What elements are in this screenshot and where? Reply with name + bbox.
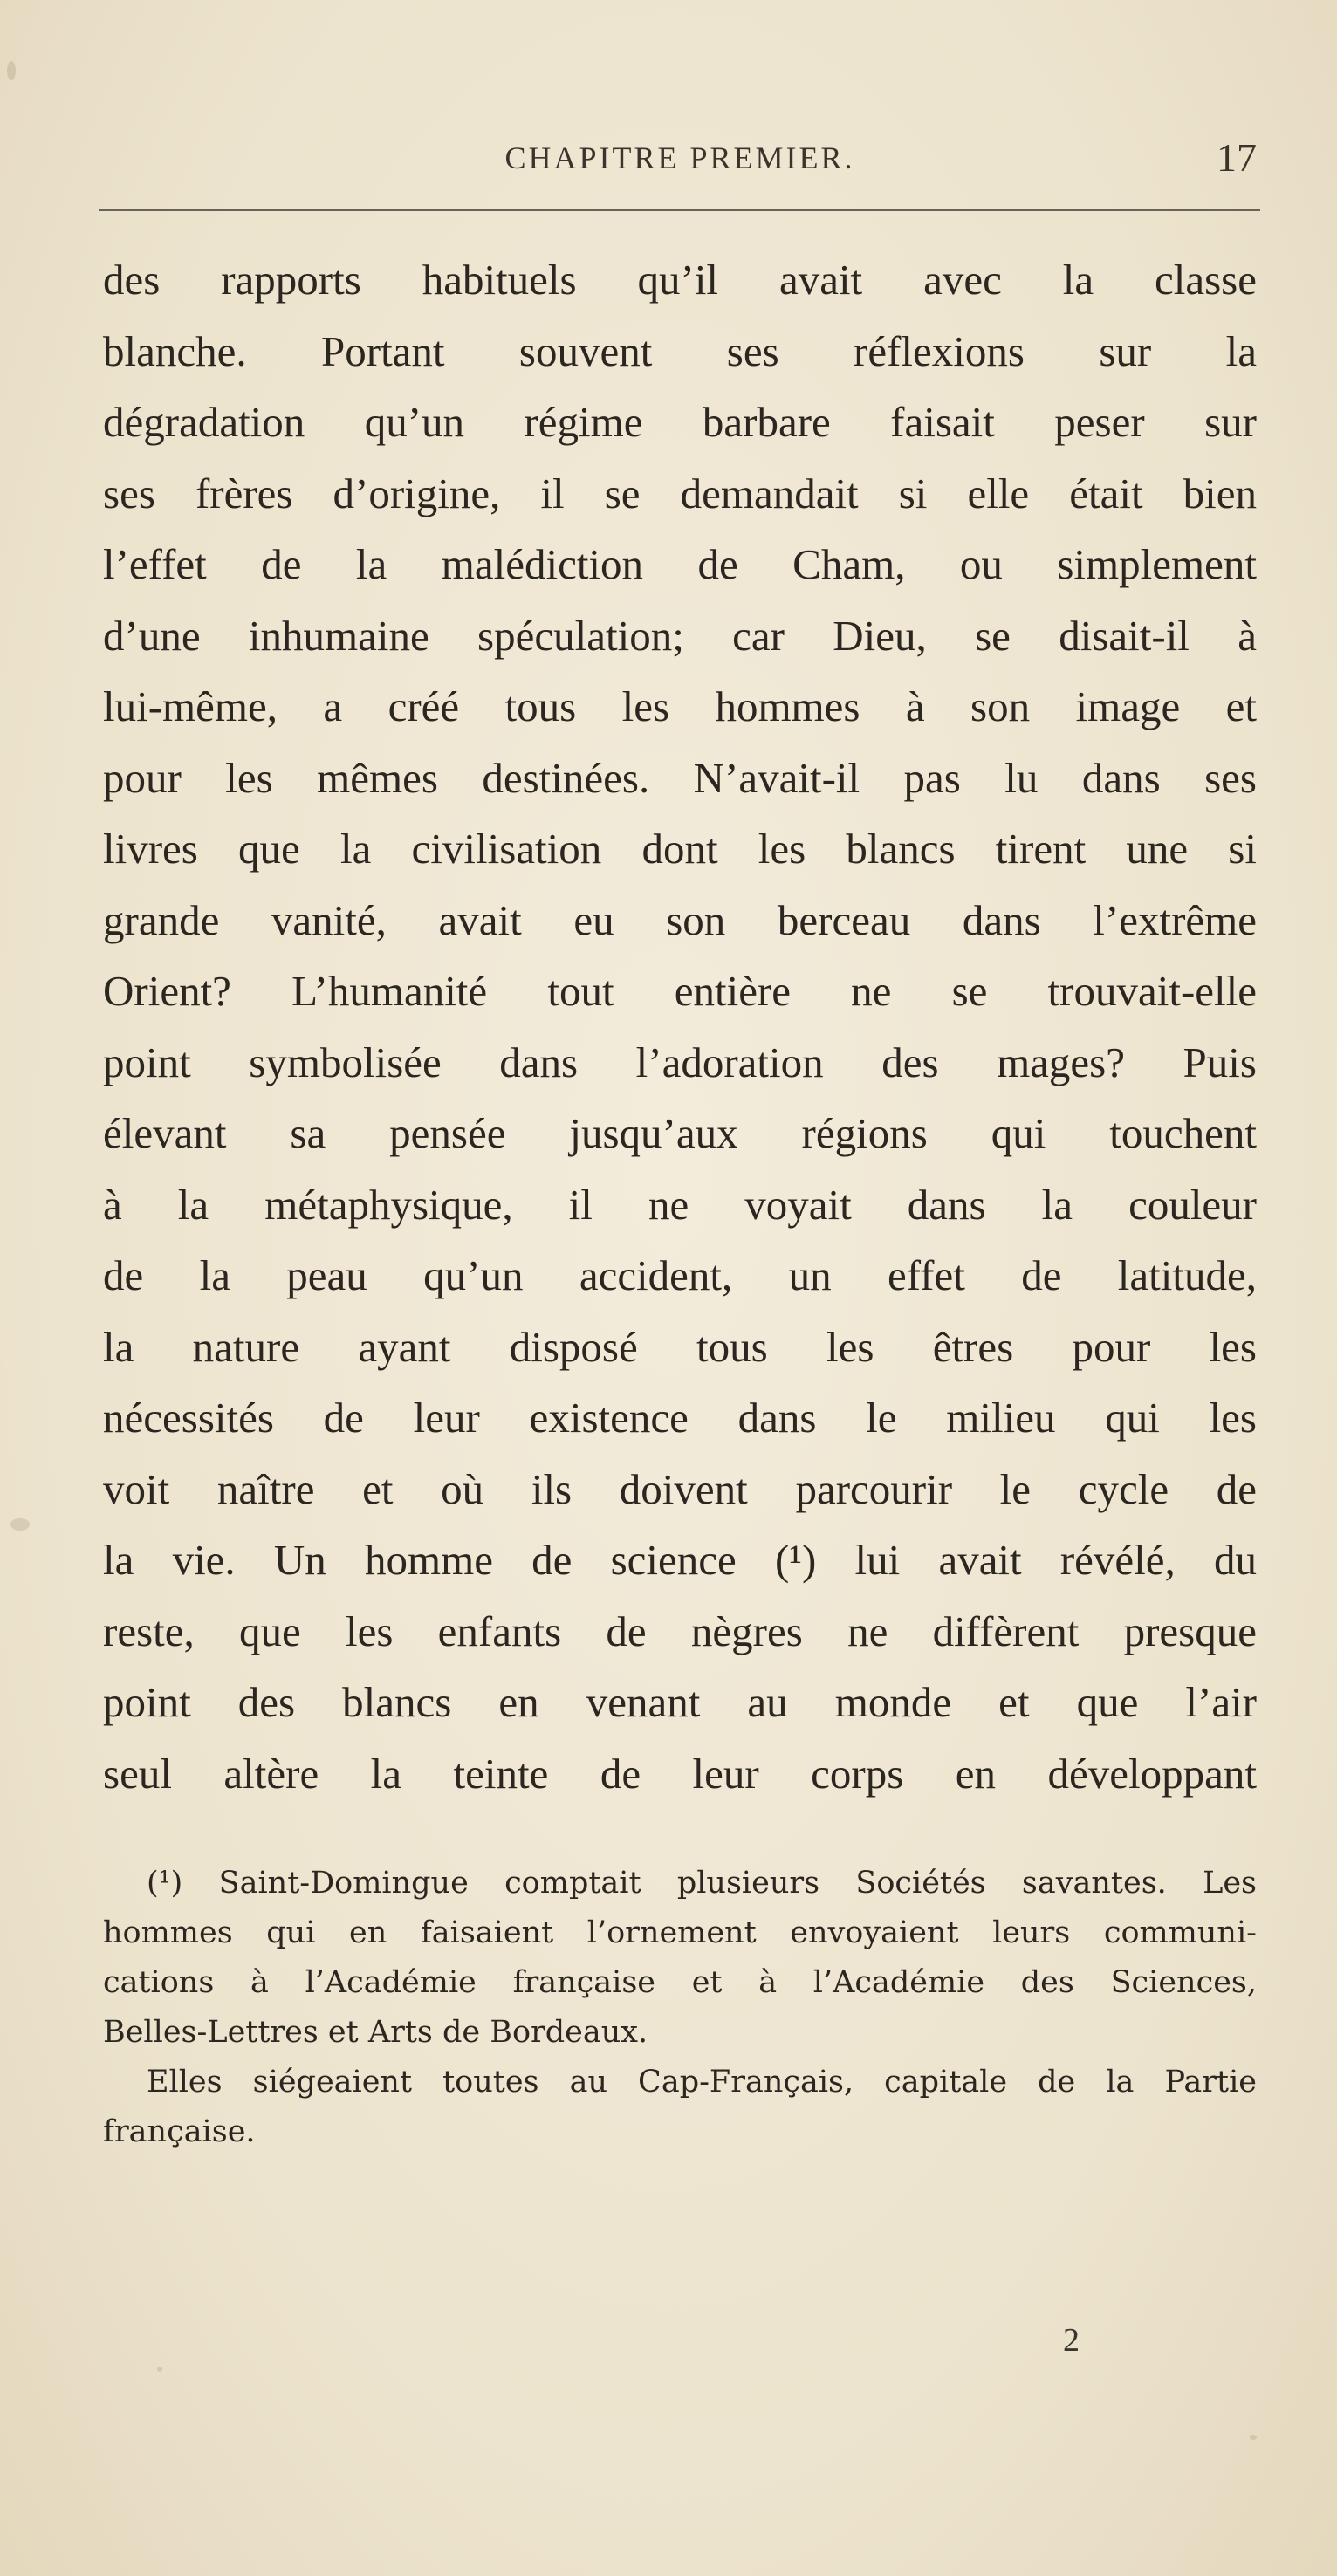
chapter-title: CHAPITRE PREMIER. — [504, 140, 855, 175]
body-line: voit naître et où ils doivent parcourir le cycle de — [103, 1464, 1257, 1513]
running-head — [103, 135, 1257, 192]
body-line: d’une inhumaine spéculation; car Dieu, se disait-il à — [103, 611, 1257, 660]
body-line: grande vanité, avait eu son berceau dans l’extrême — [103, 895, 1257, 944]
body-line: à la métaphysique, il ne voyait dans la couleur — [103, 1180, 1257, 1229]
body-line: dégradation qu’un régime barbare faisait peser sur — [103, 398, 1257, 446]
header-rule — [99, 209, 1260, 211]
body-line: livres que la civilisation dont les blancs tirent une si — [103, 825, 1257, 873]
body-line: pour les mêmes destinées. N’avait-il pas lu dans ses — [103, 753, 1257, 802]
body-line: Orient? L’humanité tout entière ne se trouvait-elle — [103, 967, 1257, 1015]
footnote-line: (¹) Saint-Domingue comptait plusieurs Sociétés savantes. Les — [147, 1866, 1257, 1901]
body-line: élevant sa pensée jusqu’aux régions qui touchent — [103, 1109, 1257, 1157]
footnotes — [103, 1859, 1257, 2157]
body-text — [103, 244, 1257, 1809]
signature-mark: 2 — [1063, 2322, 1080, 2359]
body-line: seul altère la teinte de leur corps en développant — [103, 1749, 1257, 1798]
body-line: la vie. Un homme de science (¹) lui avait révélé, du — [103, 1536, 1257, 1584]
paper-stain — [157, 2367, 162, 2372]
footnote-line: Elles siégeaient toutes au Cap-Français, capitale de la Partie — [147, 2065, 1257, 2100]
body-line: la nature ayant disposé tous les êtres pour les — [103, 1322, 1257, 1371]
body-line: lui-même, a créé tous les hommes à son image et — [103, 682, 1257, 730]
paper-stain — [10, 1518, 30, 1531]
body-line: reste, que les enfants de nègres ne diffèrent presque — [103, 1607, 1257, 1655]
body-line: ses frères d’origine, il se demandait si elle était bien — [103, 469, 1257, 517]
body-line: des rapports habituels qu’il avait avec la classe — [103, 256, 1257, 304]
body-line: point symbolisée dans l’adoration des mages? Puis — [103, 1038, 1257, 1086]
paper-stain — [1250, 2435, 1257, 2440]
body-line: blanche. Portant souvent ses réflexions sur la — [103, 326, 1257, 375]
body-line: l’effet de la malédiction de Cham, ou simplement — [103, 540, 1257, 588]
footnote-line: cations à l’Académie française et à l’Académie des Sciences, — [103, 1965, 1257, 2000]
footnote-line: française. — [103, 2114, 256, 2149]
body-line: point des blancs en venant au monde et que l’air — [103, 1678, 1257, 1726]
footnote-line: Belles-Lettres et Arts de Bordeaux. — [103, 2015, 648, 2050]
body-line: nécessités de leur existence dans le milieu qui les — [103, 1394, 1257, 1442]
footnote-line: hommes qui en faisaient l’ornement envoyaient leurs communi- — [103, 1915, 1257, 1950]
body-line: de la peau qu’un accident, un effet de latitude, — [103, 1251, 1257, 1299]
paper-stain — [7, 61, 16, 80]
page-number: 17 — [1217, 135, 1257, 180]
